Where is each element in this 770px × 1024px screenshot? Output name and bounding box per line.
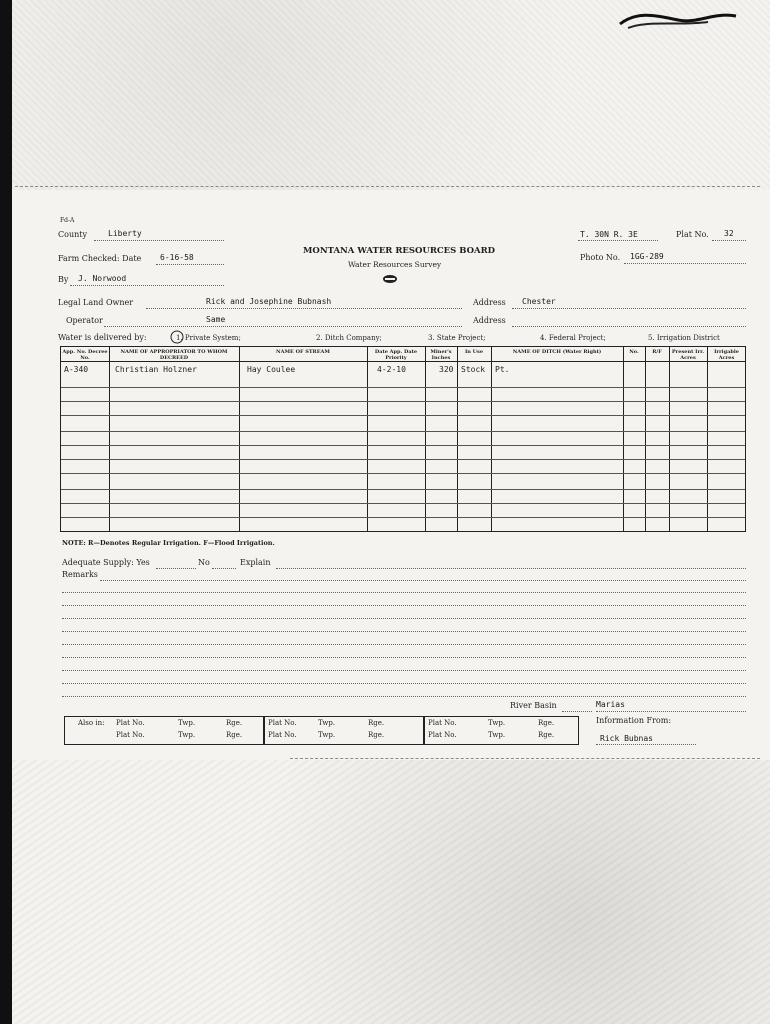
cell-miners-inches: 320 (439, 365, 454, 374)
explain-label: Explain (240, 558, 271, 567)
information-from-value: Rick Bubnas (600, 734, 653, 743)
photo-label: Photo No. (580, 253, 621, 262)
legal-owner-value: Rick and Josephine Bubnash (206, 297, 332, 306)
rge-2: Rge. (226, 731, 243, 739)
rge-5: Rge. (538, 719, 555, 727)
header-in-use: In Use (464, 349, 484, 355)
plat-no-4: Plat No. (268, 731, 297, 739)
township-value: T. 30N R. 3E (580, 230, 638, 239)
address-value: Chester (522, 297, 556, 306)
header-date: Date App. Date Priority (374, 349, 418, 361)
board-title: MONTANA WATER RESOURCES BOARD (303, 246, 496, 256)
remarks-label: Remarks (62, 570, 98, 579)
twp-5: Twp. (488, 719, 506, 727)
form-code: Fd-A (60, 217, 75, 224)
rge-6: Rge. (538, 731, 555, 739)
rge-4: Rge. (368, 731, 385, 739)
header-stream: NAME OF STREAM (276, 349, 330, 355)
scribble-mark (618, 6, 738, 32)
plat-label: Plat No. (676, 230, 709, 239)
operator-value: Same (206, 315, 226, 324)
plat-no-3: Plat No. (268, 719, 297, 727)
operator-address-label: Address (473, 316, 506, 325)
cell-ditch: Pt. (495, 365, 510, 374)
water-rights-table (60, 346, 746, 532)
scan-divider-bottom (290, 758, 760, 759)
scan-noise-bottom (0, 760, 770, 1024)
plat-value: 32 (724, 229, 734, 238)
rge-3: Rge. (368, 719, 385, 727)
by-label: By (58, 275, 69, 284)
header-no: No. (629, 349, 639, 355)
note: NOTE: R—Denotes Regular Irrigation. F—Flood Irrigation. (62, 539, 275, 547)
cell-date: 4-2-10 (377, 365, 406, 374)
twp-6: Twp. (488, 731, 506, 739)
also-in-label: Also in: (78, 719, 105, 727)
board-subtitle: Water Resources Survey (348, 260, 442, 269)
plat-no-6: Plat No. (428, 731, 457, 739)
delivery-option-3: 3. State Project; (428, 334, 486, 342)
twp-1: Twp. (178, 719, 196, 727)
header-appropriator: NAME OF APPROPRIATOR TO WHOM DECREED (120, 349, 228, 361)
header-miners-inches: Miner's Inches (430, 349, 452, 361)
river-basin-label: River Basin (510, 701, 557, 710)
scan-divider (15, 186, 760, 187)
delivery-option-1: 1. Private System; (176, 334, 241, 342)
board-seal-icon (382, 274, 398, 284)
twp-3: Twp. (318, 719, 336, 727)
operator-label: Operator (66, 316, 103, 325)
delivery-option-4: 4. Federal Project; (540, 334, 606, 342)
information-from-label: Information From: (596, 716, 672, 725)
delivery-label: Water is delivered by: (58, 333, 147, 342)
header-rf: R/F (652, 349, 662, 355)
twp-2: Twp. (178, 731, 196, 739)
twp-4: Twp. (318, 731, 336, 739)
header-app-no: App. No. Decree No. (62, 349, 108, 361)
address-label: Address (473, 298, 506, 307)
adequate-supply-label: Adequate Supply: Yes (62, 558, 150, 567)
photo-value: 1GG-289 (630, 252, 664, 261)
cell-appropriator: Christian Holzner (115, 365, 197, 374)
header-irrigable-acres: Irrigable Acres (714, 349, 739, 361)
header-present-acres: Present Irr. Acres (671, 349, 705, 361)
county-value: Liberty (108, 229, 142, 238)
cell-app-no: A-340 (64, 365, 89, 374)
delivery-option-2: 2. Ditch Company; (316, 334, 382, 342)
header-ditch: NAME OF DITCH (Water Right) (512, 349, 602, 355)
by-value: J. Norwood (78, 274, 127, 283)
cell-in-use: Stock (461, 365, 486, 374)
farm-checked-value: 6-16-58 (160, 253, 194, 262)
supply-no-label: No (198, 558, 210, 567)
scan-left-edge (0, 0, 12, 1024)
plat-no-5: Plat No. (428, 719, 457, 727)
plat-no-1: Plat No. (116, 719, 145, 727)
legal-owner-label: Legal Land Owner (58, 298, 134, 307)
farm-checked-label: Farm Checked: Date (58, 254, 142, 263)
river-basin-value: Marias (596, 700, 625, 709)
rge-1: Rge. (226, 719, 243, 727)
county-label: County (58, 230, 87, 239)
plat-no-2: Plat No. (116, 731, 145, 739)
delivery-option-5: 5. Irrigation District (648, 334, 720, 342)
cell-stream: Hay Coulee (247, 365, 296, 374)
